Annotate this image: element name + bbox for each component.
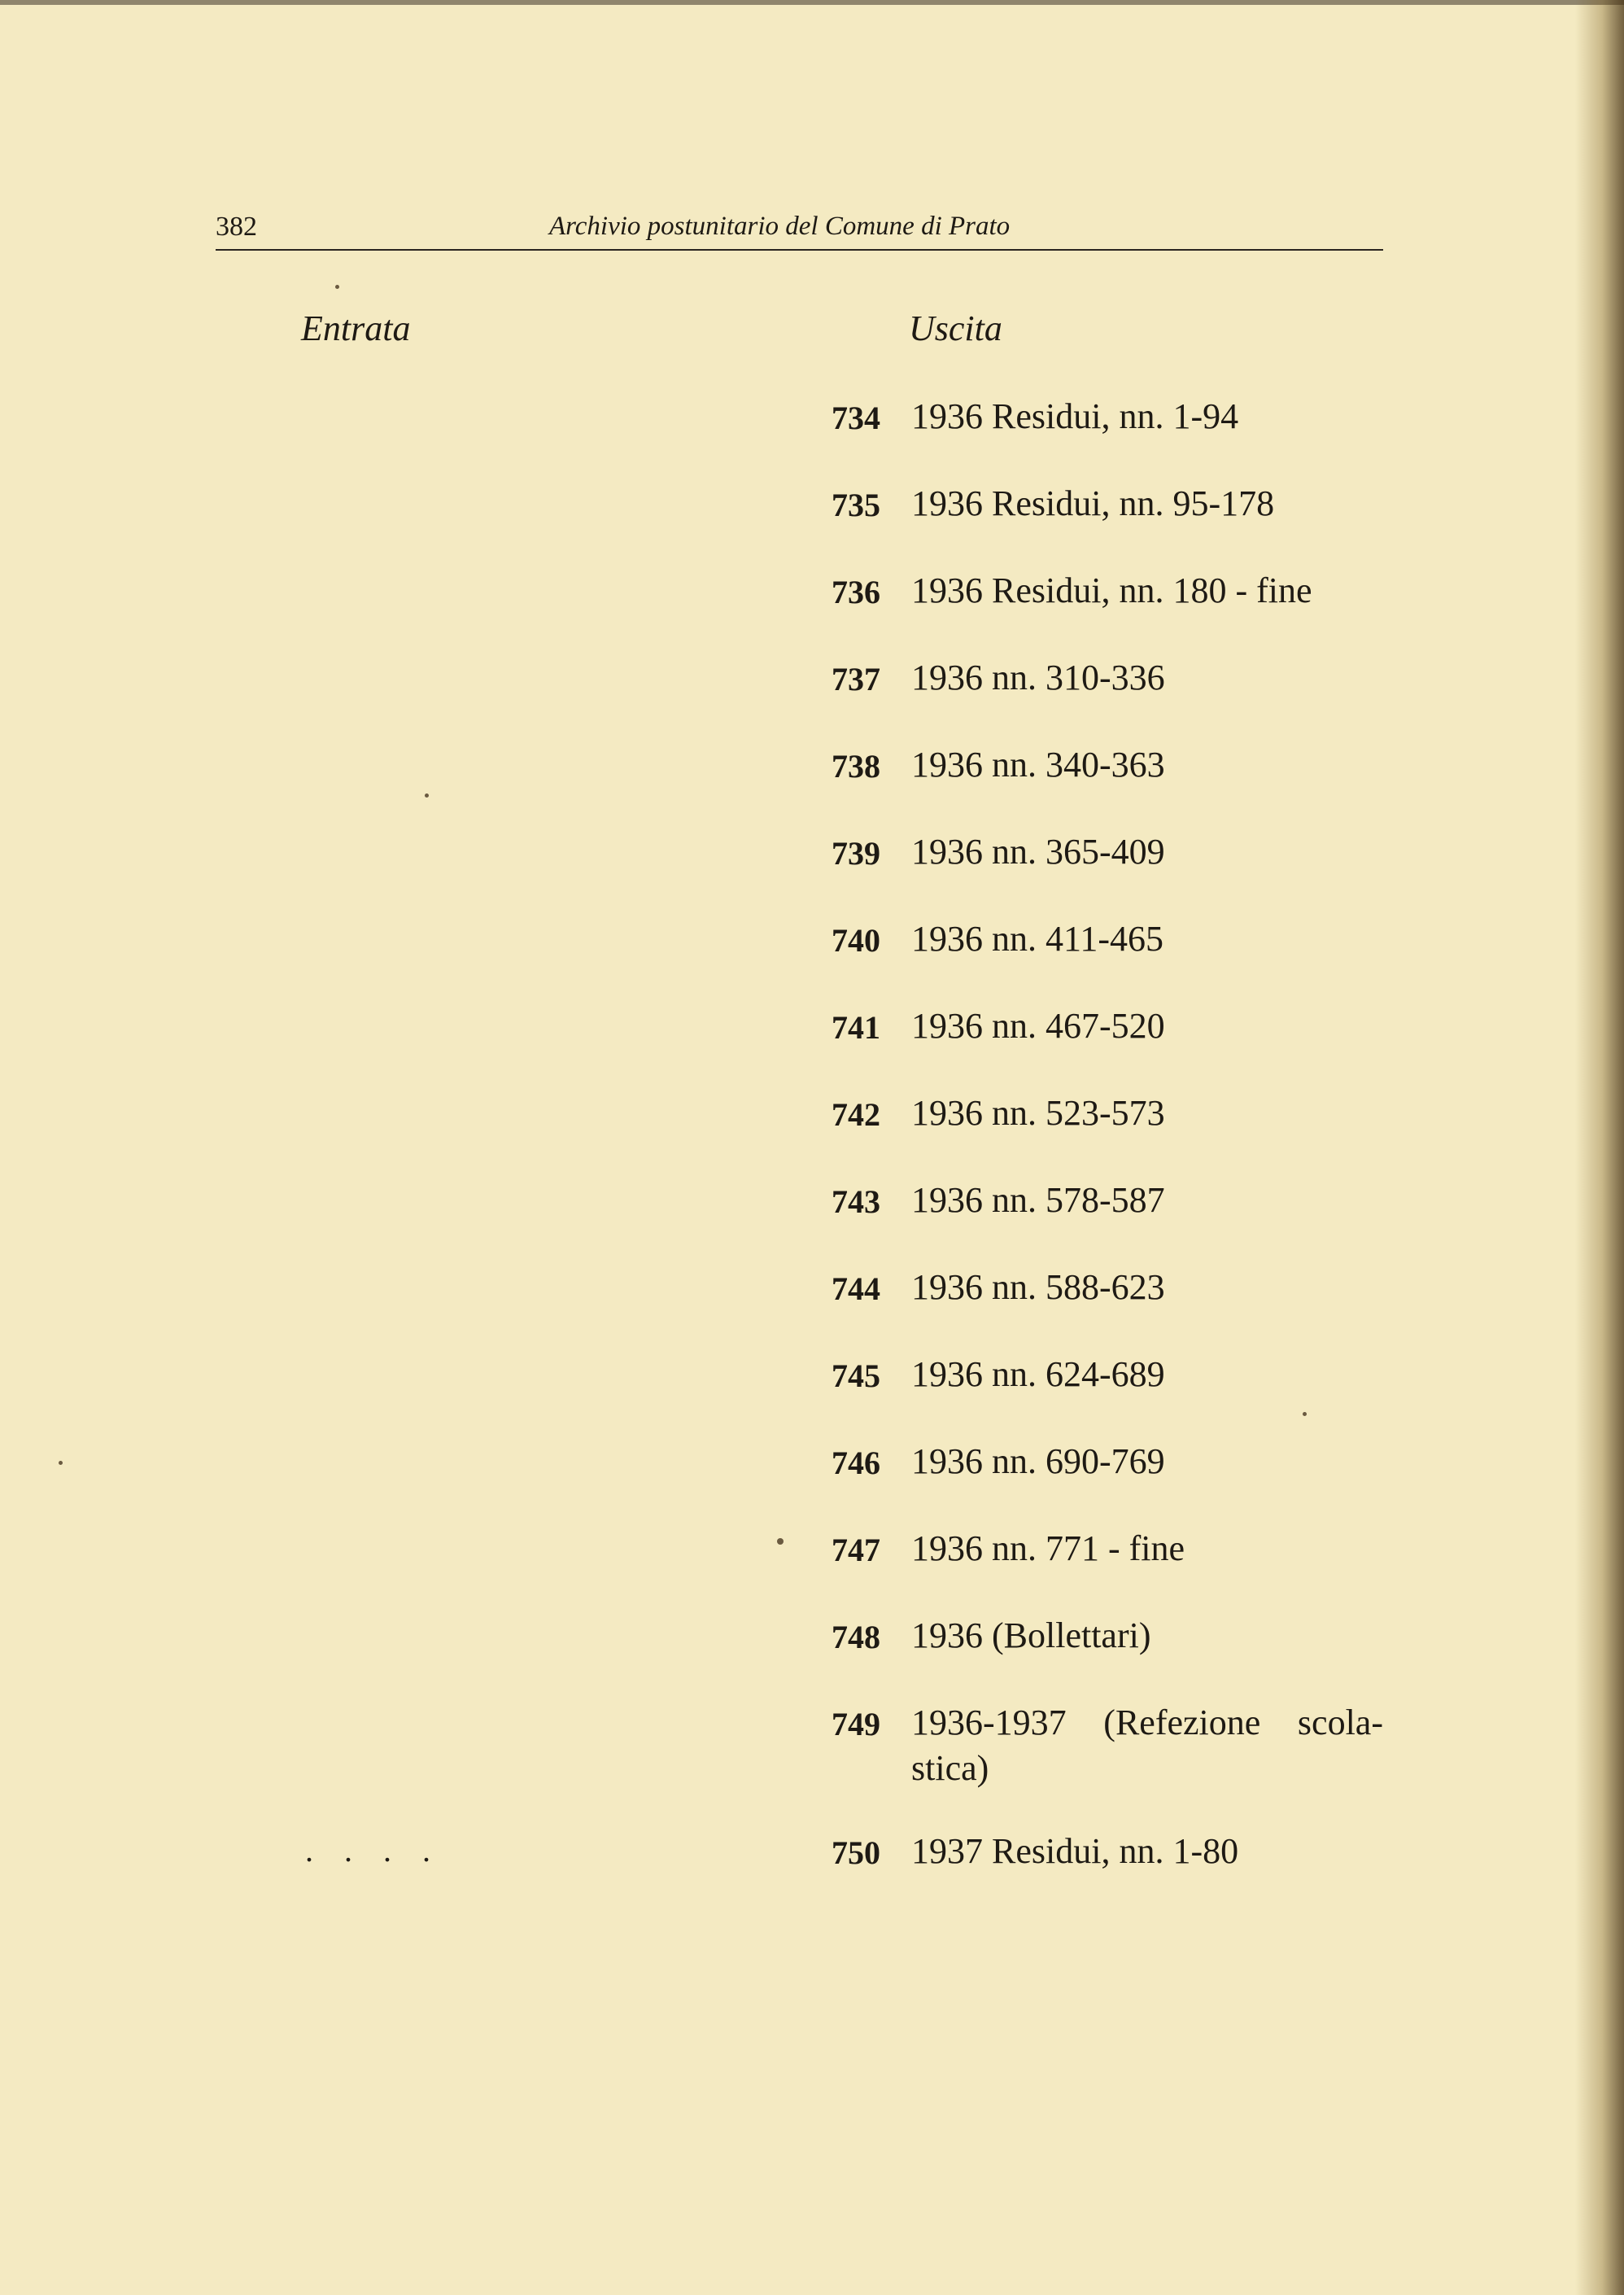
list-item bbox=[0, 568, 1624, 617]
entry-number: 737 bbox=[832, 661, 880, 697]
entry-description: 1936 (Bollettari) bbox=[911, 1615, 1151, 1655]
running-header bbox=[216, 210, 1383, 251]
entry-number: 743 bbox=[832, 1183, 880, 1220]
list-item bbox=[0, 394, 1624, 443]
paper-speck bbox=[335, 285, 339, 289]
entry-description: 1936 nn. 340-363 bbox=[911, 745, 1165, 785]
header-rule bbox=[216, 249, 1383, 251]
entry-description: 1936 nn. 588-623 bbox=[911, 1267, 1165, 1307]
entry-number: 734 bbox=[832, 400, 880, 436]
paper-speck bbox=[425, 793, 429, 798]
list-item bbox=[0, 742, 1624, 791]
list-item bbox=[0, 1091, 1624, 1139]
entry-description: 1936 nn. 411-465 bbox=[911, 919, 1164, 959]
list-item bbox=[0, 916, 1624, 965]
entry-number: 738 bbox=[832, 748, 880, 785]
entry-number: 748 bbox=[832, 1619, 880, 1655]
paper-speck bbox=[777, 1538, 784, 1545]
entry-description: 1936 nn. 467-520 bbox=[911, 1006, 1165, 1046]
list-item bbox=[0, 1439, 1624, 1488]
entry-number: 745 bbox=[832, 1357, 880, 1394]
list-item bbox=[0, 655, 1624, 704]
column-heading-uscita: Uscita bbox=[909, 308, 1002, 348]
entry-number: 735 bbox=[832, 487, 880, 523]
list-item bbox=[0, 1352, 1624, 1401]
list-item bbox=[0, 1613, 1624, 1662]
entry-number: 741 bbox=[832, 1009, 880, 1046]
entry-description: 1936 nn. 310-336 bbox=[911, 658, 1165, 697]
entry-description: 1936 nn. 523-573 bbox=[911, 1093, 1165, 1133]
entry-number: 739 bbox=[832, 835, 880, 872]
entry-number: 746 bbox=[832, 1445, 880, 1481]
list-item bbox=[0, 1265, 1624, 1314]
entry-description: 1936 nn. 690-769 bbox=[911, 1441, 1165, 1481]
entry-description: 1936 nn. 771 - fine bbox=[911, 1528, 1185, 1568]
page-top-edge bbox=[0, 0, 1624, 5]
list-item bbox=[0, 1526, 1624, 1575]
running-title: Archivio postunitario del Comune di Prato bbox=[549, 212, 1011, 241]
entry-description: 1937 Residui, nn. 1-80 bbox=[911, 1831, 1239, 1871]
entry-number: 740 bbox=[832, 922, 880, 959]
entry-description: 1936 Residui, nn. 95-178 bbox=[911, 483, 1275, 523]
entry-number: 747 bbox=[832, 1532, 880, 1568]
entry-description: 1936-1937 (Refezione scola-stica) bbox=[911, 1703, 1383, 1788]
entry-description: 1936 nn. 578-587 bbox=[911, 1180, 1165, 1220]
list-item bbox=[0, 1003, 1624, 1052]
entry-description: 1936 nn. 624-689 bbox=[911, 1354, 1165, 1394]
page-number: 382 bbox=[216, 212, 257, 242]
list-item bbox=[0, 829, 1624, 878]
column-heading-entrata: Entrata bbox=[301, 308, 411, 348]
entry-number: 742 bbox=[832, 1096, 880, 1133]
left-column-ellipsis: . . . . bbox=[305, 1832, 442, 1869]
entry-description: 1936 Residui, nn. 1-94 bbox=[911, 396, 1239, 436]
entry-number: 749 bbox=[832, 1706, 880, 1742]
list-item bbox=[0, 1178, 1624, 1226]
paper-speck bbox=[59, 1461, 63, 1465]
entry-description: 1936 Residui, nn. 180 - fine bbox=[911, 570, 1312, 610]
list-item bbox=[0, 481, 1624, 530]
entry-number: 744 bbox=[832, 1270, 880, 1307]
list-item bbox=[0, 1829, 1624, 1878]
entry-number: 736 bbox=[832, 574, 880, 610]
page-binding-shadow bbox=[1575, 0, 1624, 2295]
entry-description: 1936 nn. 365-409 bbox=[911, 832, 1165, 872]
entry-number: 750 bbox=[832, 1834, 880, 1871]
list-item bbox=[0, 1700, 1624, 1791]
paper-speck bbox=[1303, 1412, 1307, 1416]
